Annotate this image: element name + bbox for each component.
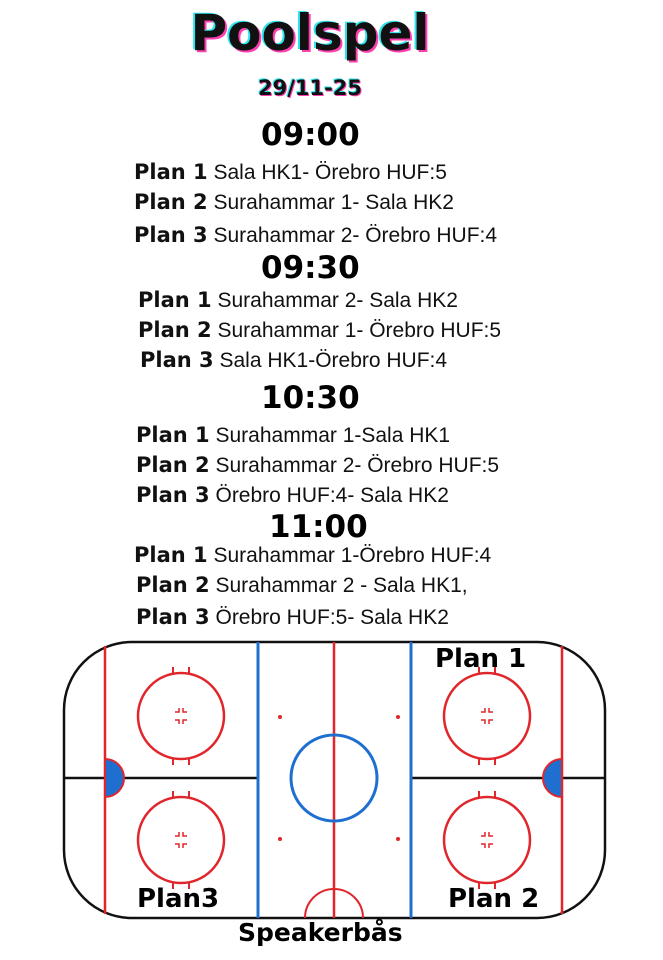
plan-label: Plan 2 bbox=[136, 453, 210, 477]
plan-label: Plan 1 bbox=[136, 423, 210, 447]
schedule-row bbox=[134, 223, 497, 248]
plan-label: Plan 2 bbox=[138, 318, 212, 342]
plan-label: Plan 1 bbox=[134, 543, 208, 567]
speaker-booth-label: Speakerbås bbox=[238, 918, 403, 947]
time-heading: 11:00 bbox=[269, 509, 368, 545]
plan-label: Plan 1 bbox=[138, 288, 212, 312]
plan-label: Plan 3 bbox=[140, 348, 214, 372]
match-text: Surahammar 2- Örebro HUF:5 bbox=[215, 454, 500, 477]
match-text: Surahammar 1-Örebro HUF:4 bbox=[213, 544, 492, 567]
schedule-row bbox=[136, 605, 449, 630]
schedule-row bbox=[134, 160, 447, 185]
schedule-row bbox=[134, 190, 454, 215]
plan-label: Plan 3 bbox=[136, 483, 210, 507]
faceoff-dot bbox=[278, 715, 282, 719]
schedule-row bbox=[138, 318, 501, 343]
schedule-row bbox=[136, 423, 450, 448]
rink-label-plan3: Plan3 bbox=[137, 884, 220, 914]
event-date: 29/11-25 bbox=[257, 76, 363, 100]
match-text: Sala HK1- Örebro HUF:5 bbox=[213, 161, 447, 184]
plan-label: Plan 3 bbox=[136, 605, 210, 629]
faceoff-dot bbox=[396, 715, 400, 719]
match-text: Surahammar 2- Sala HK2 bbox=[217, 289, 458, 312]
match-text: Örebro HUF:4- Sala HK2 bbox=[215, 484, 449, 507]
schedule-row bbox=[136, 483, 449, 508]
page-title: Poolspel bbox=[190, 4, 430, 62]
schedule-row bbox=[134, 543, 491, 568]
match-text: Surahammar 2- Örebro HUF:4 bbox=[213, 224, 498, 247]
ice-rink-diagram bbox=[62, 640, 607, 920]
time-heading: 09:00 bbox=[261, 117, 360, 153]
time-heading: 09:30 bbox=[261, 250, 360, 286]
rink-label-plan2: Plan 2 bbox=[448, 884, 540, 914]
plan-label: Plan 2 bbox=[134, 190, 208, 214]
faceoff-dot bbox=[278, 837, 282, 841]
rink-label-plan1: Plan 1 bbox=[435, 644, 527, 674]
match-text: Surahammar 1- Örebro HUF:5 bbox=[217, 319, 502, 342]
match-text: Surahammar 1- Sala HK2 bbox=[213, 191, 454, 214]
match-text: Sala HK1-Örebro HUF:4 bbox=[219, 349, 448, 372]
time-heading: 10:30 bbox=[261, 380, 360, 416]
schedule-row bbox=[138, 288, 458, 313]
schedule-row bbox=[136, 573, 468, 598]
match-text: Surahammar 1-Sala HK1 bbox=[215, 424, 451, 447]
match-text: Surahammar 2 - Sala HK1, bbox=[215, 574, 468, 597]
plan-label: Plan 2 bbox=[136, 573, 210, 597]
schedule-row bbox=[140, 348, 447, 373]
match-text: Örebro HUF:5- Sala HK2 bbox=[215, 606, 449, 629]
plan-label: Plan 1 bbox=[134, 160, 208, 184]
plan-label: Plan 3 bbox=[134, 223, 208, 247]
faceoff-dot bbox=[396, 837, 400, 841]
schedule-row bbox=[136, 453, 499, 478]
